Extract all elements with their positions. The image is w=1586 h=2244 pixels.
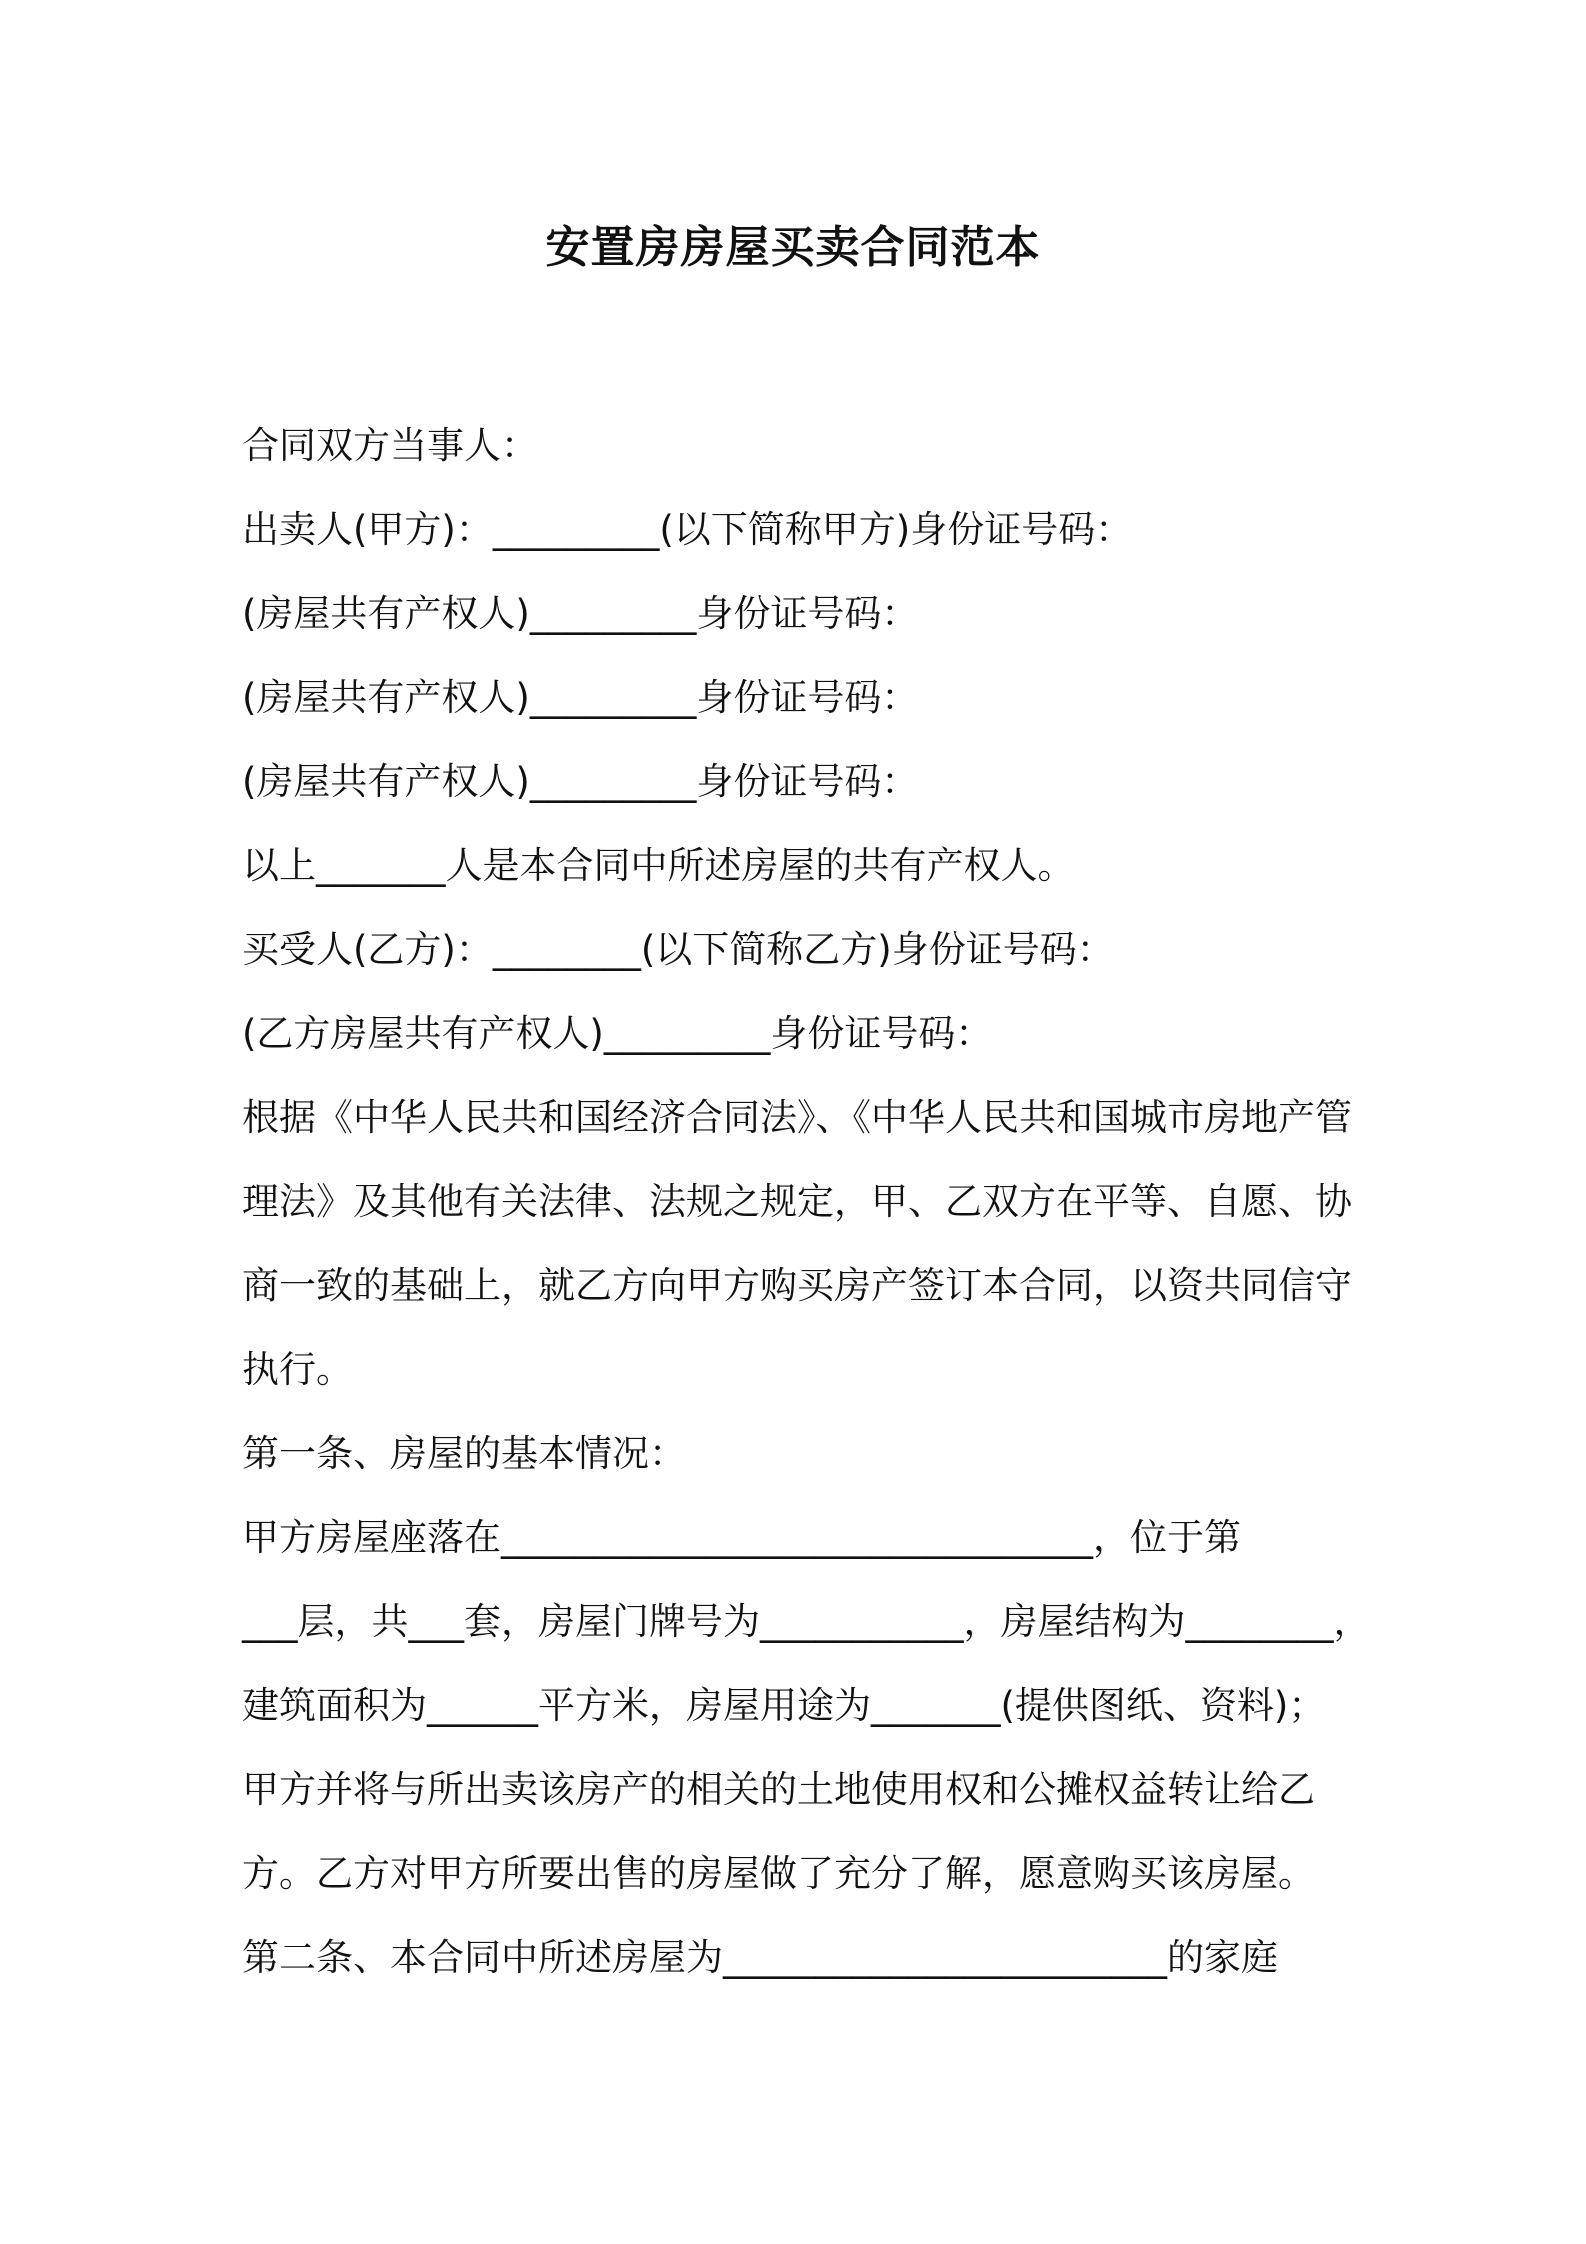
document-title: 安置房房屋买卖合同范本 xyxy=(545,222,1041,273)
body-line: 以上_______人是本合同中所述房屋的共有产权人。 xyxy=(242,844,1075,887)
body-line: (房屋共有产权人)_________身份证号码： xyxy=(242,760,919,803)
body-line: 买受人(乙方)：________(以下简称乙方)身份证号码： xyxy=(242,928,1114,971)
body-line: (乙方房屋共有产权人)_________身份证号码： xyxy=(242,1012,993,1055)
body-line: 第一条、房屋的基本情况： xyxy=(242,1432,686,1475)
document-body xyxy=(242,404,1372,2000)
body-line: 根据《中华人民共和国经济合同法》、《中华人民共和国城市房地产管 xyxy=(242,1096,1352,1139)
body-line: 合同双方当事人： xyxy=(242,424,538,467)
body-line: (房屋共有产权人)_________身份证号码： xyxy=(242,676,919,719)
body-line: 建筑面积为______平方米，房屋用途为_______(提供图纸、资料)； xyxy=(242,1684,1326,1727)
body-line: 甲方房屋座落在________________________________，位于第 xyxy=(242,1516,1241,1559)
body-line: 执行。 xyxy=(242,1348,353,1391)
body-line: 方。乙方对甲方所要出售的房屋做了充分了解，愿意购买该房屋。 xyxy=(242,1852,1315,1895)
body-line: ___层，共___套，房屋门牌号为___________，房屋结构为________， xyxy=(242,1600,1371,1643)
body-line: 第二条、本合同中所述房屋为________________________的家庭 xyxy=(242,1936,1278,1979)
body-line: 商一致的基础上，就乙方向甲方购买房产签订本合同，以资共同信守 xyxy=(242,1264,1352,1307)
body-line: 理法》及其他有关法律、法规之规定，甲、乙双方在平等、自愿、协 xyxy=(242,1180,1352,1223)
body-line: 甲方并将与所出卖该房产的相关的土地使用权和公摊权益转让给乙 xyxy=(242,1768,1315,1811)
body-line: (房屋共有产权人)_________身份证号码： xyxy=(242,592,919,635)
body-line: 出卖人(甲方)：_________(以下简称甲方)身份证号码： xyxy=(242,508,1133,551)
